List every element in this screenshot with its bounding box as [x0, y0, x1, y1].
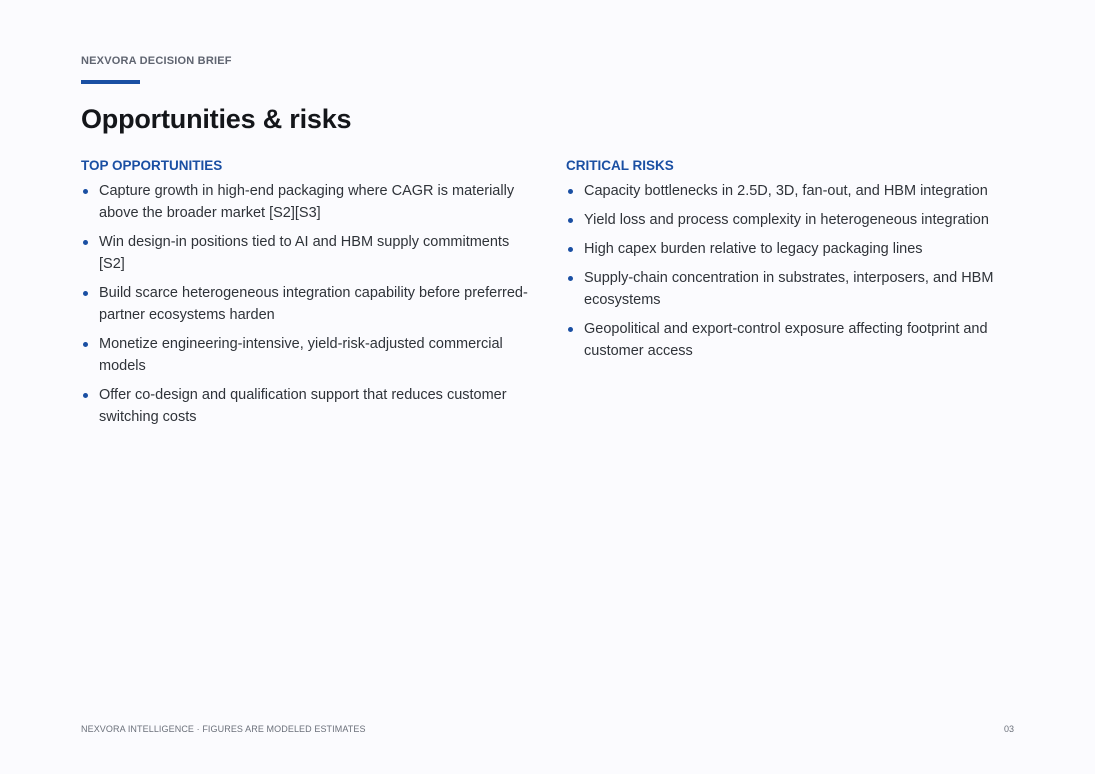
page-title: Opportunities & risks [81, 104, 352, 134]
opportunity-item [81, 333, 531, 377]
risks-heading: CRITICAL RISKS [566, 158, 674, 173]
opportunity-text: Monetize engineering-intensive, yield-risk-adjusted commercial models [99, 336, 503, 374]
risk-item [566, 267, 1006, 311]
opportunity-text: Offer co-design and qualification support that reduces customer switching costs [99, 387, 507, 425]
opportunity-item [81, 282, 531, 326]
opportunity-text: Win design-in positions tied to AI and HBM supply commitments [S2] [99, 234, 510, 272]
bullet-dot-icon [83, 240, 88, 245]
brief-page [81, 0, 1014, 774]
risk-text: Yield loss and process complexity in heterogeneous integration [584, 212, 989, 228]
risk-text: Supply-chain concentration in substrates, interposers, and HBM ecosystems [584, 270, 994, 308]
bullet-dot-icon [83, 393, 88, 398]
risk-item [566, 238, 1006, 260]
risk-item [566, 209, 1006, 231]
accent-bar [81, 80, 140, 84]
risk-item [566, 180, 1006, 202]
opportunity-text: Capture growth in high-end packaging where CAGR is materially above the broader market [S2][S3] [99, 183, 515, 221]
opportunity-item [81, 231, 531, 275]
page-number: 03 [1003, 724, 1014, 734]
bullet-dot-icon [568, 276, 573, 281]
bullet-dot-icon [568, 189, 573, 194]
bullet-dot-icon [83, 342, 88, 347]
opportunity-item [81, 384, 531, 428]
opportunities-heading: TOP OPPORTUNITIES [81, 158, 223, 173]
risk-text: High capex burden relative to legacy packaging lines [584, 241, 923, 257]
footer-note: NEXVORA INTELLIGENCE · FIGURES ARE MODELED ESTIMATES [81, 724, 366, 734]
opportunity-text: Build scarce heterogeneous integration capability before preferred-partner ecosystems harden [99, 285, 528, 323]
risks-section [566, 158, 1006, 369]
opportunities-list [81, 180, 531, 428]
bullet-dot-icon [83, 291, 88, 296]
risk-item [566, 318, 1006, 362]
bullet-dot-icon [568, 327, 573, 332]
opportunities-section [81, 158, 531, 435]
bullet-dot-icon [83, 189, 88, 194]
risk-text: Geopolitical and export-control exposure affecting footprint and customer access [584, 321, 988, 359]
opportunity-item [81, 180, 531, 224]
risks-list [566, 180, 1006, 362]
risk-text: Capacity bottlenecks in 2.5D, 3D, fan-out, and HBM integration [584, 183, 988, 199]
brief-eyebrow: NEXVORA DECISION BRIEF [81, 55, 232, 67]
bullet-dot-icon [568, 218, 573, 223]
bullet-dot-icon [568, 247, 573, 252]
